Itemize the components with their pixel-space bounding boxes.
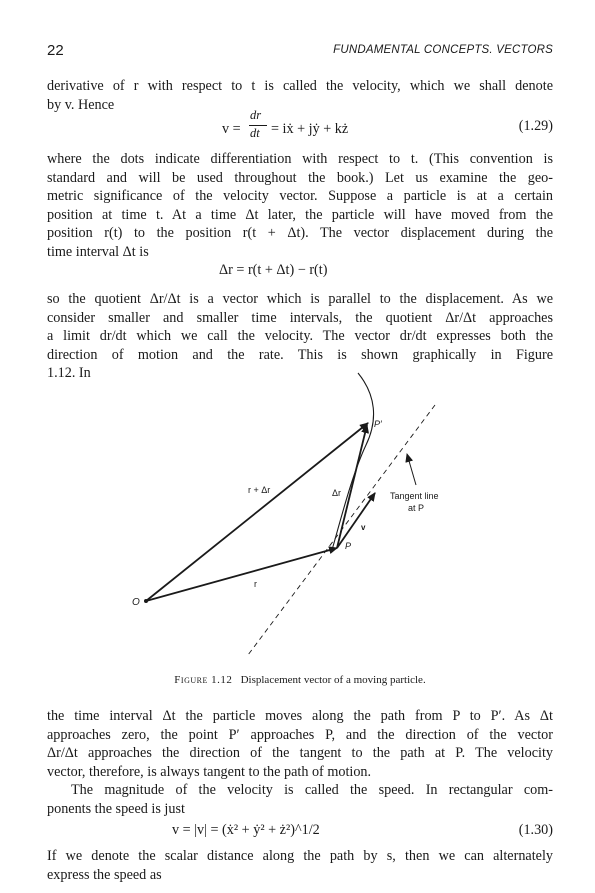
velocity-vector-arrow [337, 493, 375, 548]
text-line: time interval Δt is [47, 243, 149, 260]
equation-number: (1.29) [518, 118, 553, 134]
caption-text: Displacement vector of a moving particle. [240, 674, 426, 686]
text-line: consider smaller and smaller time intervals, the quotient Δr/Δt approaches [47, 309, 553, 326]
equation-number: (1.30) [518, 822, 553, 838]
equation-displacement [47, 262, 553, 282]
paragraph-tangent-limit [47, 707, 553, 781]
equation-fraction-numerator: dr [250, 108, 262, 122]
equation-1-30 [47, 822, 553, 842]
equation-text: Δr = r(t + Δt) − r(t) [219, 262, 328, 278]
text-line: where the dots indicate differentiation with respect to t. (This convention is [47, 151, 553, 167]
figure-1-12 [130, 365, 470, 665]
label-p-prime: P′ [374, 419, 382, 429]
text-line: metric significance of the velocity vector. Suppose a particle is at a certain [47, 188, 553, 204]
equation-lhs: v = [222, 121, 241, 137]
label-tangent-line: Tangent line [390, 491, 439, 501]
label-r: r [254, 579, 257, 589]
caption-label: Figure 1.12 [174, 674, 233, 686]
text-line: standard and will be used throughout the book.) Let us examine the geo- [47, 169, 553, 186]
label-p: P [345, 541, 352, 551]
figure-caption [47, 674, 553, 686]
label-v: v [361, 523, 366, 532]
text-line: 1.12. In [47, 365, 91, 381]
text-line: The magnitude of the velocity is called the speed. In rectangular com- [71, 782, 553, 798]
text-line: ponents the speed is just [47, 800, 185, 817]
equation-text: v = |v| = (ẋ² + ẏ² + ż²)^1/2 [172, 822, 320, 838]
text-line: If we denote the scalar distance along the path by s, then we can alternately [47, 848, 553, 864]
label-r-plus-dr: r + Δr [248, 485, 271, 495]
vector-r-plus-dr-arrow [146, 423, 368, 601]
text-line: vector, therefore, is always tangent to the path of motion. [47, 763, 372, 780]
text-line: position r(t) to the position r(t + Δt). The vector displacement during the [47, 225, 553, 241]
origin-point [144, 599, 148, 603]
page-header [47, 42, 553, 62]
paragraph-scalar-distance [47, 847, 553, 884]
equation-rhs: = iẋ + jẏ + kż [271, 121, 349, 137]
text-line: so the quotient Δr/Δt is a vector which is parallel to the displacement. As we [47, 291, 553, 307]
text-line: derivative of r with respect to t is called the velocity, which we shall denote [47, 78, 553, 94]
text-line: approaches zero, the point P′ approaches P, and the direction of the vector [47, 726, 553, 743]
text-line: by v. Hence [47, 96, 115, 113]
displacement-diagram [130, 365, 470, 665]
page-number: 22 [47, 42, 64, 59]
text-line: position at time t. At a time Δt later, the particle will have moved from the [47, 206, 553, 223]
equation-1-29 [47, 108, 553, 144]
running-head: FUNDAMENTAL CONCEPTS. VECTORS [333, 44, 553, 56]
text-line: the time interval Δt the particle moves along the path from P to P′. As Δt [47, 708, 553, 724]
label-dr: Δr [332, 488, 342, 498]
label-origin: O [132, 597, 140, 608]
text-line: a limit dr/dt which we call the velocity. The vector dr/dt expresses both the [47, 328, 553, 344]
paragraph-geometric-significance [47, 150, 553, 261]
motion-path-curve [332, 373, 374, 550]
paragraph-speed [47, 781, 553, 818]
text-line: express the speed as [47, 866, 162, 883]
tangent-label-pointer [407, 454, 416, 485]
text-line: Δr/Δt approaches the direction of the tangent to the path at P. The velocity [47, 745, 553, 761]
equation-fraction-denominator: dt [250, 126, 260, 140]
label-tangent-at-p: at P [408, 503, 425, 513]
text-line: direction of motion and the rate. This is shown graphically in Figure [47, 346, 553, 363]
